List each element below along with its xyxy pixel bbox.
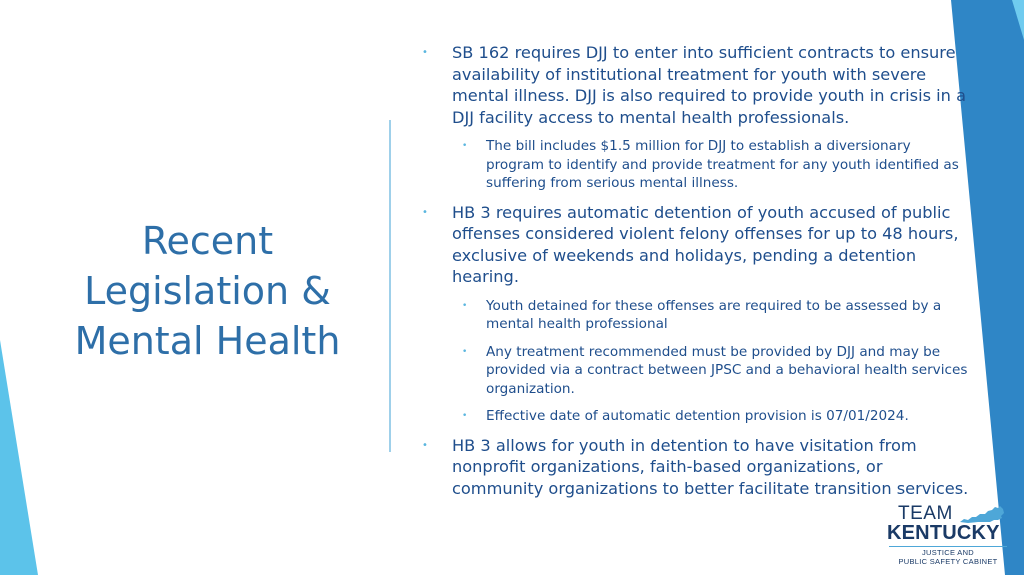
bullet-dot-icon: • (462, 411, 468, 421)
logo-subtitle (886, 548, 1010, 566)
title-line-3: Mental Health (74, 319, 341, 363)
sub-bullet-item (420, 343, 970, 399)
bullet-text: SB 162 requires DJJ to enter into sufficient contracts to ensure availability of institutional treatment for youth with severe mental illness. DJJ is also required to provide youth in crisis in a DJJ facility access to mental health professionals. (452, 43, 966, 127)
team-kentucky-logo (886, 500, 1010, 570)
bullet-item (420, 42, 970, 128)
sub-bullet-item (420, 297, 970, 334)
bullet-text: Effective date of automatic detention provision is 07/01/2024. (486, 408, 909, 424)
bullet-item (420, 435, 970, 500)
bullet-list (420, 42, 970, 508)
slide-title (40, 216, 375, 366)
bullet-text: The bill includes $1.5 million for DJJ to establish a diversionary program to identify and provide treatment for any youth identified as suffering from serious mental illness. (486, 138, 959, 191)
logo-subtitle-line-1: JUSTICE AND (921, 548, 975, 557)
bullet-dot-icon: • (422, 439, 428, 451)
vertical-divider (389, 120, 391, 452)
bullet-text: Any treatment recommended must be provided by DJJ and may be provided via a contract between JPSC and a behavioral health services organization. (486, 343, 968, 397)
left-light-blue-band (0, 340, 38, 575)
bullet-dot-icon: • (462, 300, 468, 311)
logo-team-text: TEAM (898, 503, 953, 524)
bullet-dot-icon: • (462, 141, 468, 151)
bullet-dot-icon: • (422, 206, 428, 218)
sub-bullet-item (420, 137, 970, 193)
sub-bullet-item (420, 407, 970, 426)
bullet-item (420, 202, 970, 288)
logo-subtitle-line-2: PUBLIC SAFETY CABINET (898, 557, 998, 566)
title-line-2: Legislation & (84, 269, 331, 313)
logo-rule (889, 546, 1007, 547)
bullet-dot-icon: • (462, 346, 468, 357)
bullet-text: HB 3 allows for youth in detention to have visitation from nonprofit organizations, faith-based organizations, or community organizations to better facilitate transition services. (452, 435, 969, 498)
title-line-1: Recent (141, 219, 274, 263)
bullet-text: HB 3 requires automatic detention of youth accused of public offenses considered violent felony offenses for up to 48 hours, exclusive of weekends and holidays, pending a detention hearing. (452, 202, 959, 286)
logo-kentucky-text: KENTUCKY (887, 522, 1000, 544)
bullet-dot-icon: • (422, 47, 428, 58)
bullet-text: Youth detained for these offenses are required to be assessed by a mental health professional (486, 297, 942, 332)
